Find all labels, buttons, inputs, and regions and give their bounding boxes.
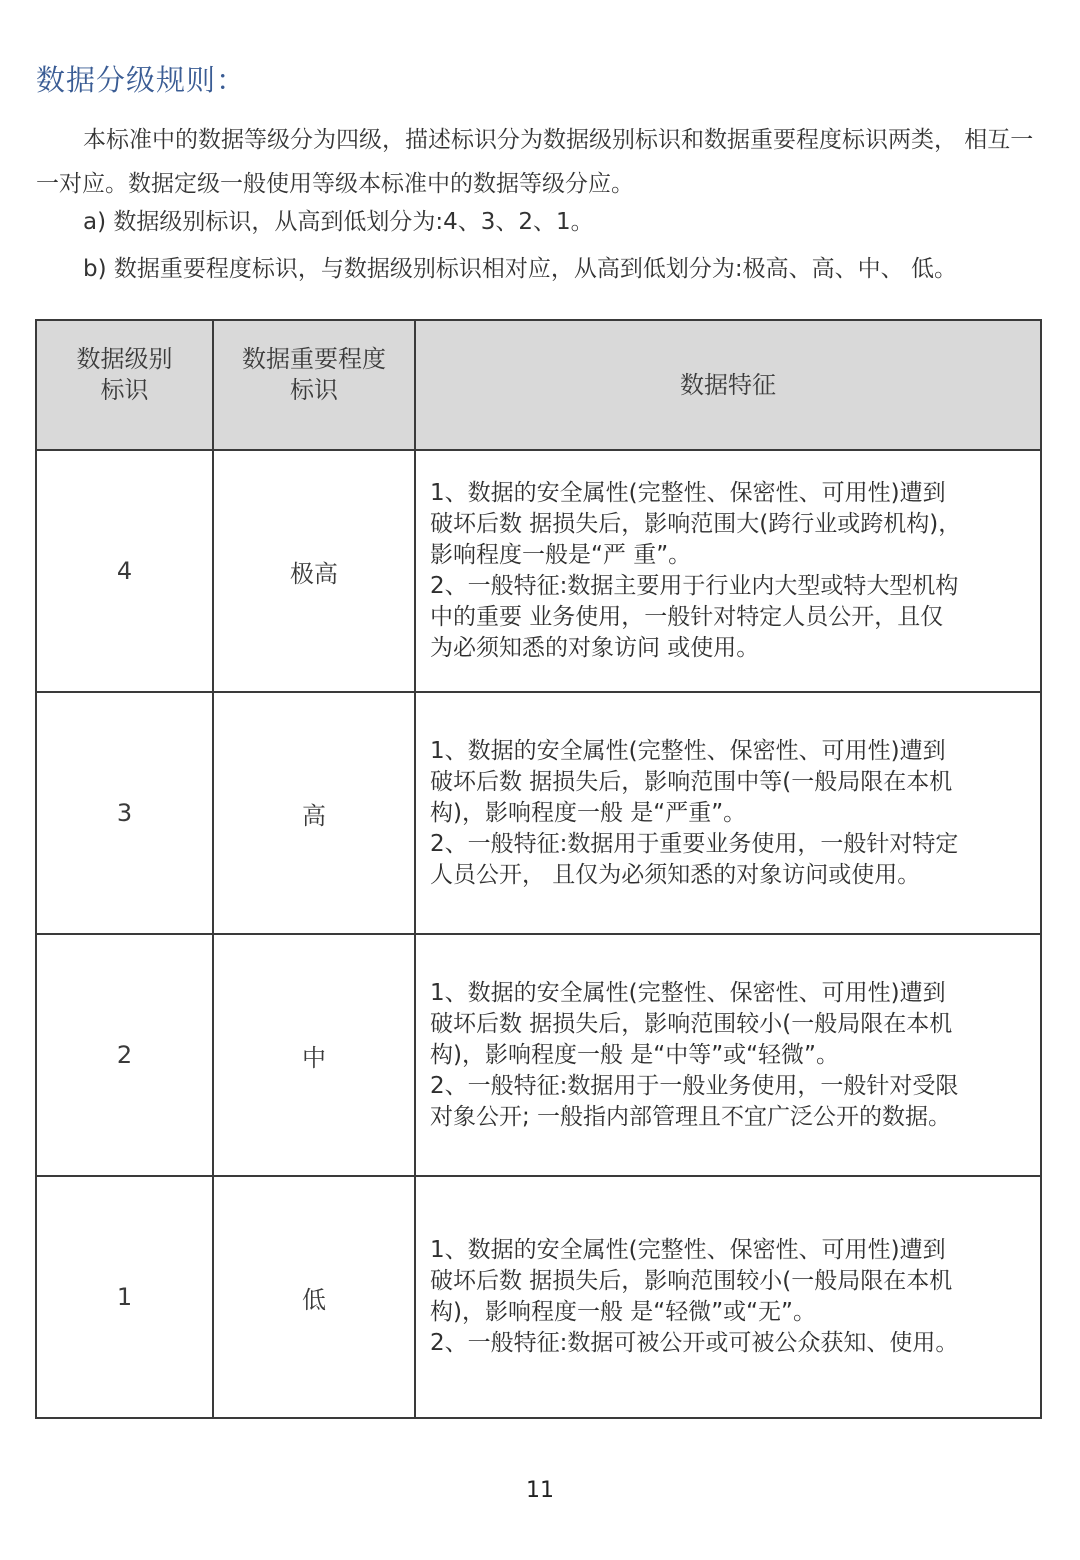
cell-importance: 高 [213,692,415,934]
cell-level: 4 [36,450,213,692]
header-importance [213,320,415,450]
feature-line: 破坏后数 据损失后，影响范围中等(一般局限在本机 [430,768,953,795]
feature-line: 2、一般特征:数据用于一般业务使用，一般针对受限 [430,1072,959,1099]
header-importance-line-2: 标识 [290,376,338,404]
feature-line: 破坏后数 据损失后，影响范围大(跨行业或跨机构)， [430,511,962,537]
table-row [36,1176,1041,1418]
feature-line: 破坏后数 据损失后，影响范围较小(一般局限在本机 [430,1010,953,1037]
cell-features [415,1176,1041,1418]
table-header-row [36,320,1041,450]
cell-importance: 中 [213,934,415,1176]
cell-level: 2 [36,934,213,1176]
feature-line: 2、一般特征:数据可被公开或可被公众获知、使用。 [430,1330,959,1356]
feature-line: 为必须知悉的对象访问 或使用。 [430,635,760,661]
feature-line: 1、数据的安全属性(完整性、保密性、可用性)遭到 [430,1237,946,1263]
feature-line: 中的重要 业务使用，一般针对特定人员公开，且仅 [430,604,944,630]
feature-line: 对象公开; 一般指内部管理且不宜广泛公开的数据。 [430,1103,952,1130]
list-item-a: a) 数据级别标识，从高到低划分为:4、3、2、1。 [83,209,594,235]
page-number: 11 [526,1478,554,1503]
feature-line: 1、数据的安全属性(完整性、保密性、可用性)遭到 [430,737,946,764]
header-level [36,320,213,450]
header-level-line-1: 数据级别 [76,345,173,373]
cell-importance: 低 [213,1176,415,1418]
table-row [36,450,1041,692]
cell-features [415,450,1041,692]
feature-line: 构)，影响程度一般 是“中等”或“轻微”。 [430,1041,839,1068]
header-importance-line-1: 数据重要程度 [242,345,386,373]
table-row [36,934,1041,1176]
table-row [36,692,1041,934]
cell-features [415,934,1041,1176]
cell-features [415,692,1041,934]
cell-level: 3 [36,692,213,934]
intro-paragraph [36,118,1036,206]
cell-level: 1 [36,1176,213,1418]
data-grading-table [35,319,1042,1419]
feature-line: 人员公开， 且仅为必须知悉的对象访问或使用。 [430,861,921,888]
intro-paragraph-text: 本标准中的数据等级分为四级，描述标识分为数据级别标识和数据重要程度标识两类， 相互一一对应。数据定级一般使用等级本标准中的数据等级分应。 [36,127,1034,197]
feature-line: 破坏后数 据损失后，影响范围较小(一般局限在本机 [430,1268,953,1294]
feature-line: 构)，影响程度一般 是“严重”。 [430,799,747,826]
cell-importance: 极高 [213,450,415,692]
section-heading: 数据分级规则： [36,63,247,97]
feature-line: 影响程度一般是“严 重”。 [430,542,692,568]
feature-line: 构)，影响程度一般 是“轻微”或“无”。 [430,1299,816,1325]
header-features-text: 数据特征 [680,370,776,399]
feature-line: 2、一般特征:数据用于重要业务使用，一般针对特定 [430,830,959,857]
feature-line: 1、数据的安全属性(完整性、保密性、可用性)遭到 [430,979,946,1006]
feature-line: 2、一般特征:数据主要用于行业内大型或特大型机构 [430,573,959,599]
header-level-line-2: 标识 [100,376,149,404]
list-item-b: b) 数据重要程度标识，与数据级别标识相对应，从高到低划分为:极高、高、中、 低。 [83,256,957,282]
feature-line: 1、数据的安全属性(完整性、保密性、可用性)遭到 [430,480,946,506]
header-features [415,320,1041,450]
